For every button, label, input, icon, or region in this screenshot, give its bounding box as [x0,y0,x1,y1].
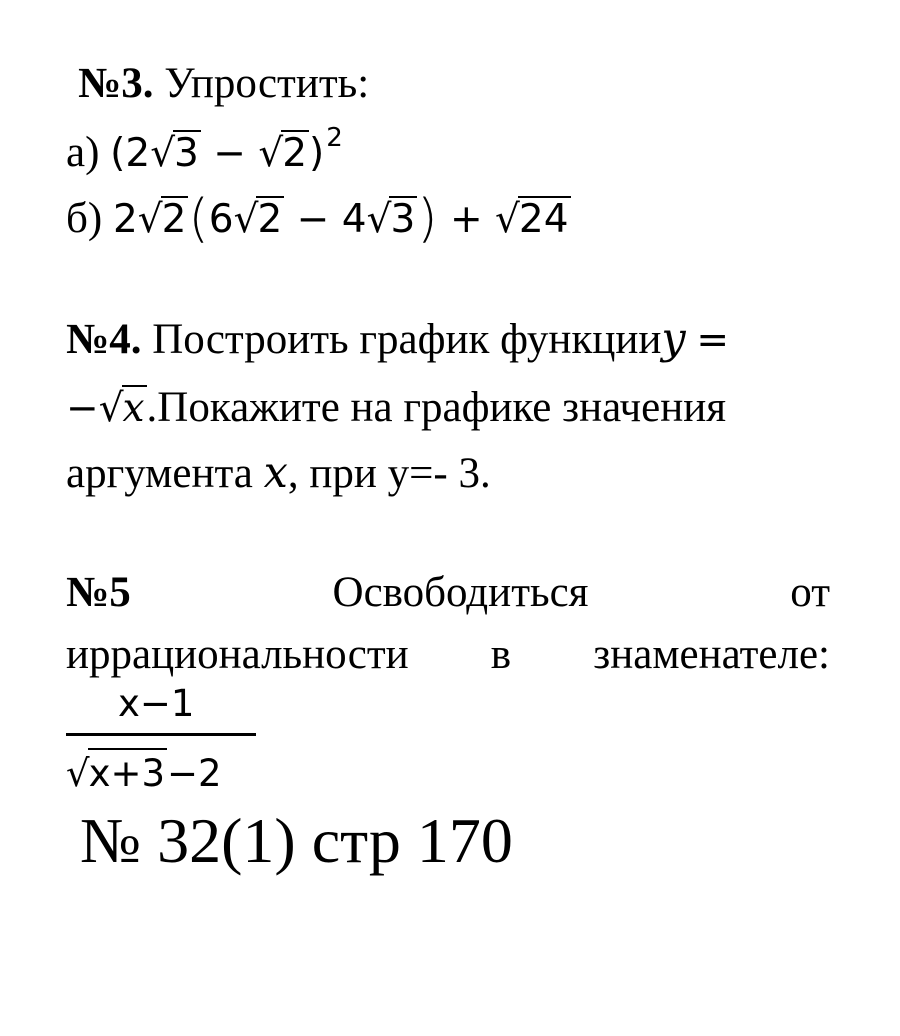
task3-heading [78,62,369,105]
task3-number: №3. [78,60,154,107]
fraction-numerator: x−1 [118,682,195,725]
sqrt-x-plus-3: √x+3 [66,748,167,795]
task5-word-1: Освободиться [332,569,589,616]
task3-a-label: а) [66,129,100,176]
task3-title: Упростить: [164,60,370,107]
task4-line-3 [66,448,491,498]
task4-text-1: Построить график функции [152,316,662,363]
task3-item-b [66,189,571,249]
task4-line-1 [66,314,730,364]
sqrt-2: √2 [233,197,283,242]
task3-item-a [66,125,343,174]
task5-word-4: в [490,631,512,678]
task3-b-label: б) [66,195,103,242]
task5-word-5: знаменателе: [593,631,830,678]
task5-number: №5 [66,569,131,616]
task4-line-2 [66,385,726,429]
expression-a: $(2√3 - √2)^2$ [110,123,343,176]
task5-word-2: от [790,569,830,616]
task5-word-3: иррациональности [66,631,409,678]
expression-b: 2√2(6√2 − 4√3) + √24 [112,189,569,249]
task5-line-2 [66,630,830,679]
minus-sign: − [66,386,99,431]
homework-reference: № 32(1) стр 170 [80,805,513,876]
task4-text-3: аргумента [66,450,253,497]
denominator-tail: −2 [167,752,222,795]
task4-text-4: , при у=- 3. [287,450,491,497]
sqrt-3: √3 [150,131,199,176]
fraction-bar [66,733,256,736]
var-x: x [263,448,288,498]
sqrt-24: √24 [495,197,569,242]
sqrt-2: √2 [137,197,187,242]
task4-number: №4. [66,316,142,363]
task4-text-2: .Покажите на графике значения [146,384,726,431]
var-y: y [661,314,686,364]
sqrt-x: √x [98,386,145,431]
sqrt-3: √3 [366,197,416,242]
fraction-denominator [66,748,222,795]
sqrt-2: √2 [258,131,308,176]
task5-line-1 [66,568,830,617]
equals-sign: = [696,318,730,363]
